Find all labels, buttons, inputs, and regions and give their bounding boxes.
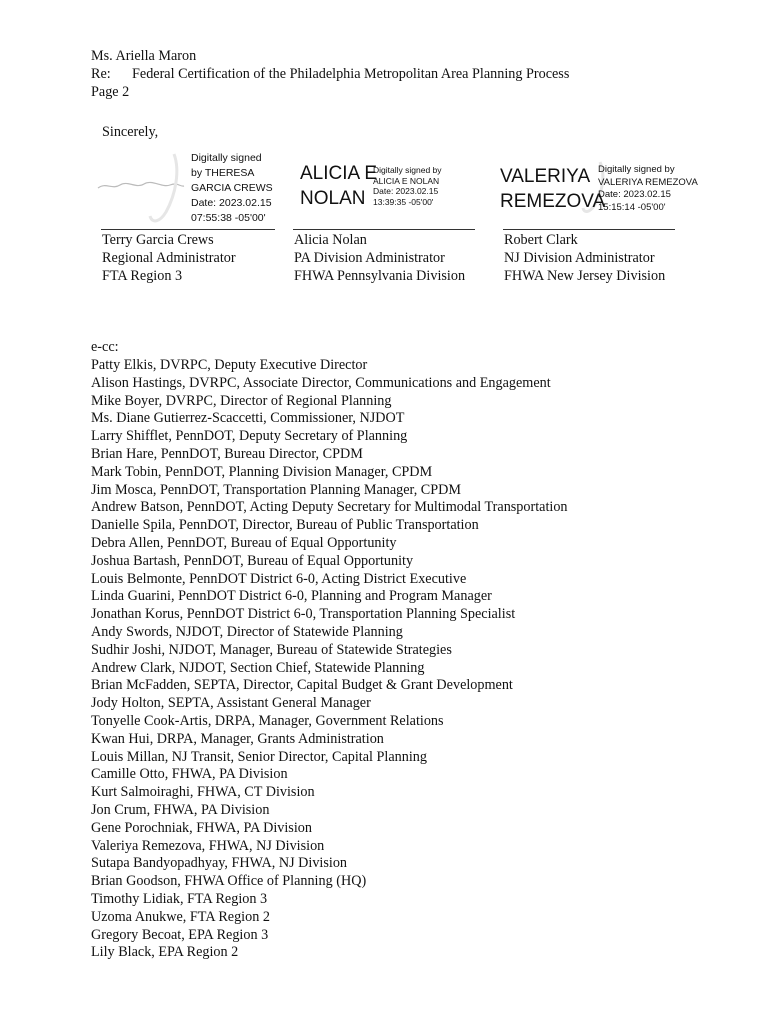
ecc-label: e-cc: (91, 339, 119, 355)
dsig-line: ALICIA E NOLAN (373, 175, 440, 186)
cc-recipient: Debra Allen, PennDOT, Bureau of Equal Opportunity (91, 535, 397, 551)
cc-recipient: Jonathan Korus, PennDOT District 6-0, Transportation Planning Specialist (91, 606, 516, 623)
cc-recipient: Kwan Hui, DRPA, Manager, Grants Administration (91, 730, 384, 747)
digital-signature-text-3 (598, 164, 698, 214)
cc-recipient: Joshua Bartash, PennDOT, Bureau of Equal Opportunity (91, 552, 414, 569)
cc-recipient: Louis Millan, NJ Transit, Senior Director, Capital Planning (91, 748, 427, 765)
re-label: Re: (91, 66, 111, 82)
cc-recipient: Brian McFadden, SEPTA, Director, Capital Budget & Grant Development (91, 677, 513, 694)
digital-signature-text-1 (191, 151, 273, 226)
dsig-line: Digitally signed by (598, 164, 675, 175)
cc-recipient: Gene Porochniak, FHWA, PA Division (91, 819, 312, 836)
cc-recipient: Jim Mosca, PennDOT, Transportation Planning Manager, CPDM (91, 481, 462, 498)
cc-recipient: Patty Elkis, DVRPC, Deputy Executive Director (91, 357, 368, 373)
dsig-line: Date: 2023.02.15 (191, 197, 272, 209)
cc-recipient: Alison Hastings, DVRPC, Associate Director, Communications and Engagement (91, 374, 551, 391)
cc-recipient: Jody Holton, SEPTA, Assistant General Manager (91, 695, 371, 712)
cc-recipient: Louis Belmonte, PennDOT District 6-0, Acting District Executive (91, 570, 467, 587)
cc-recipient: Lily Black, EPA Region 2 (91, 944, 239, 961)
signer-title: PA Division Administrator (294, 250, 445, 266)
cc-recipient: Uzoma Anukwe, FTA Region 2 (91, 908, 270, 925)
dsig-line: 07:55:38 -05'00' (191, 212, 266, 224)
cc-recipient: Valeriya Remezova, FHWA, NJ Division (91, 837, 325, 854)
closing-salutation: Sincerely, (102, 124, 159, 140)
signer-org: FHWA Pennsylvania Division (294, 268, 466, 284)
signer-name: Alicia Nolan (294, 232, 367, 248)
dsig-line: Date: 2023.02.15 (598, 189, 671, 200)
re-subject: Federal Certification of the Philadelphia Metropolitan Area Planning Process (132, 66, 570, 82)
cc-recipient: Camille Otto, FHWA, PA Division (91, 766, 288, 783)
cc-recipient: Sudhir Joshi, NJDOT, Manager, Bureau of Statewide Strategies (91, 641, 452, 658)
cc-recipient: Andy Swords, NJDOT, Director of Statewide Planning (91, 624, 403, 640)
cc-recipient: Mike Boyer, DVRPC, Director of Regional Planning (91, 392, 392, 409)
cc-recipient: Tonyelle Cook-Artis, DRPA, Manager, Government Relations (91, 713, 444, 729)
cc-recipient: Sutapa Bandyopadhyay, FHWA, NJ Division (91, 855, 348, 872)
cc-recipient: Jon Crum, FHWA, PA Division (91, 802, 270, 818)
page-number: Page 2 (91, 84, 130, 100)
cc-recipient: Danielle Spila, PennDOT, Director, Bureau of Public Transportation (91, 517, 479, 534)
cc-recipient: Brian Goodson, FHWA Office of Planning (HQ) (91, 873, 367, 890)
signature-rule (293, 229, 475, 230)
cc-recipient: Gregory Becoat, EPA Region 3 (91, 926, 269, 943)
signature-rule (101, 229, 275, 230)
signer-title: Regional Administrator (102, 250, 236, 266)
dsig-line: Date: 2023.02.15 (373, 186, 439, 196)
cc-recipient: Mark Tobin, PennDOT, Planning Division Manager, CPDM (91, 463, 433, 480)
digital-signer-large-name: VALERIYA (500, 166, 591, 187)
handwritten-signature-image (96, 176, 186, 194)
signer-org: FTA Region 3 (102, 268, 183, 284)
recipient-line: Ms. Ariella Maron (91, 48, 197, 64)
signer-org: FHWA New Jersey Division (504, 268, 666, 284)
cc-recipient: Ms. Diane Gutierrez-Scaccetti, Commissioner, NJDOT (91, 410, 405, 427)
digital-signature-text-2 (373, 165, 442, 207)
dsig-line: Digitally signed (191, 152, 262, 164)
digital-signer-large-name: NOLAN (300, 188, 366, 209)
signature-rule (503, 229, 675, 230)
digital-signer-large-name: REMEZOVA (500, 191, 606, 212)
signer-name: Robert Clark (504, 232, 578, 248)
dsig-line: 15:15:14 -05'00' (598, 201, 666, 213)
signer-title: NJ Division Administrator (504, 250, 655, 266)
cc-recipient: Andrew Batson, PennDOT, Acting Deputy Secretary for Multimodal Transportation (91, 499, 568, 516)
dsig-line: 13:39:35 -05'00' (373, 196, 434, 207)
cc-recipient: Linda Guarini, PennDOT District 6-0, Planning and Program Manager (91, 588, 492, 605)
dsig-line: Digitally signed by (373, 165, 442, 175)
cc-recipient: Timothy Lidiak, FTA Region 3 (91, 891, 268, 907)
dsig-line: VALERIYA REMEZOVA (598, 176, 698, 188)
cc-recipient: Larry Shifflet, PennDOT, Deputy Secretary of Planning (91, 428, 408, 445)
dsig-line: GARCIA CREWS (191, 182, 273, 194)
cc-recipient: Andrew Clark, NJDOT, Section Chief, Statewide Planning (91, 659, 425, 676)
cc-recipient: Kurt Salmoiraghi, FHWA, CT Division (91, 784, 315, 801)
cc-recipient: Brian Hare, PennDOT, Bureau Director, CPDM (91, 446, 363, 462)
dsig-line: by THERESA (191, 167, 255, 179)
digital-signer-large-name: ALICIA E (300, 163, 378, 184)
signer-name: Terry Garcia Crews (102, 232, 214, 248)
